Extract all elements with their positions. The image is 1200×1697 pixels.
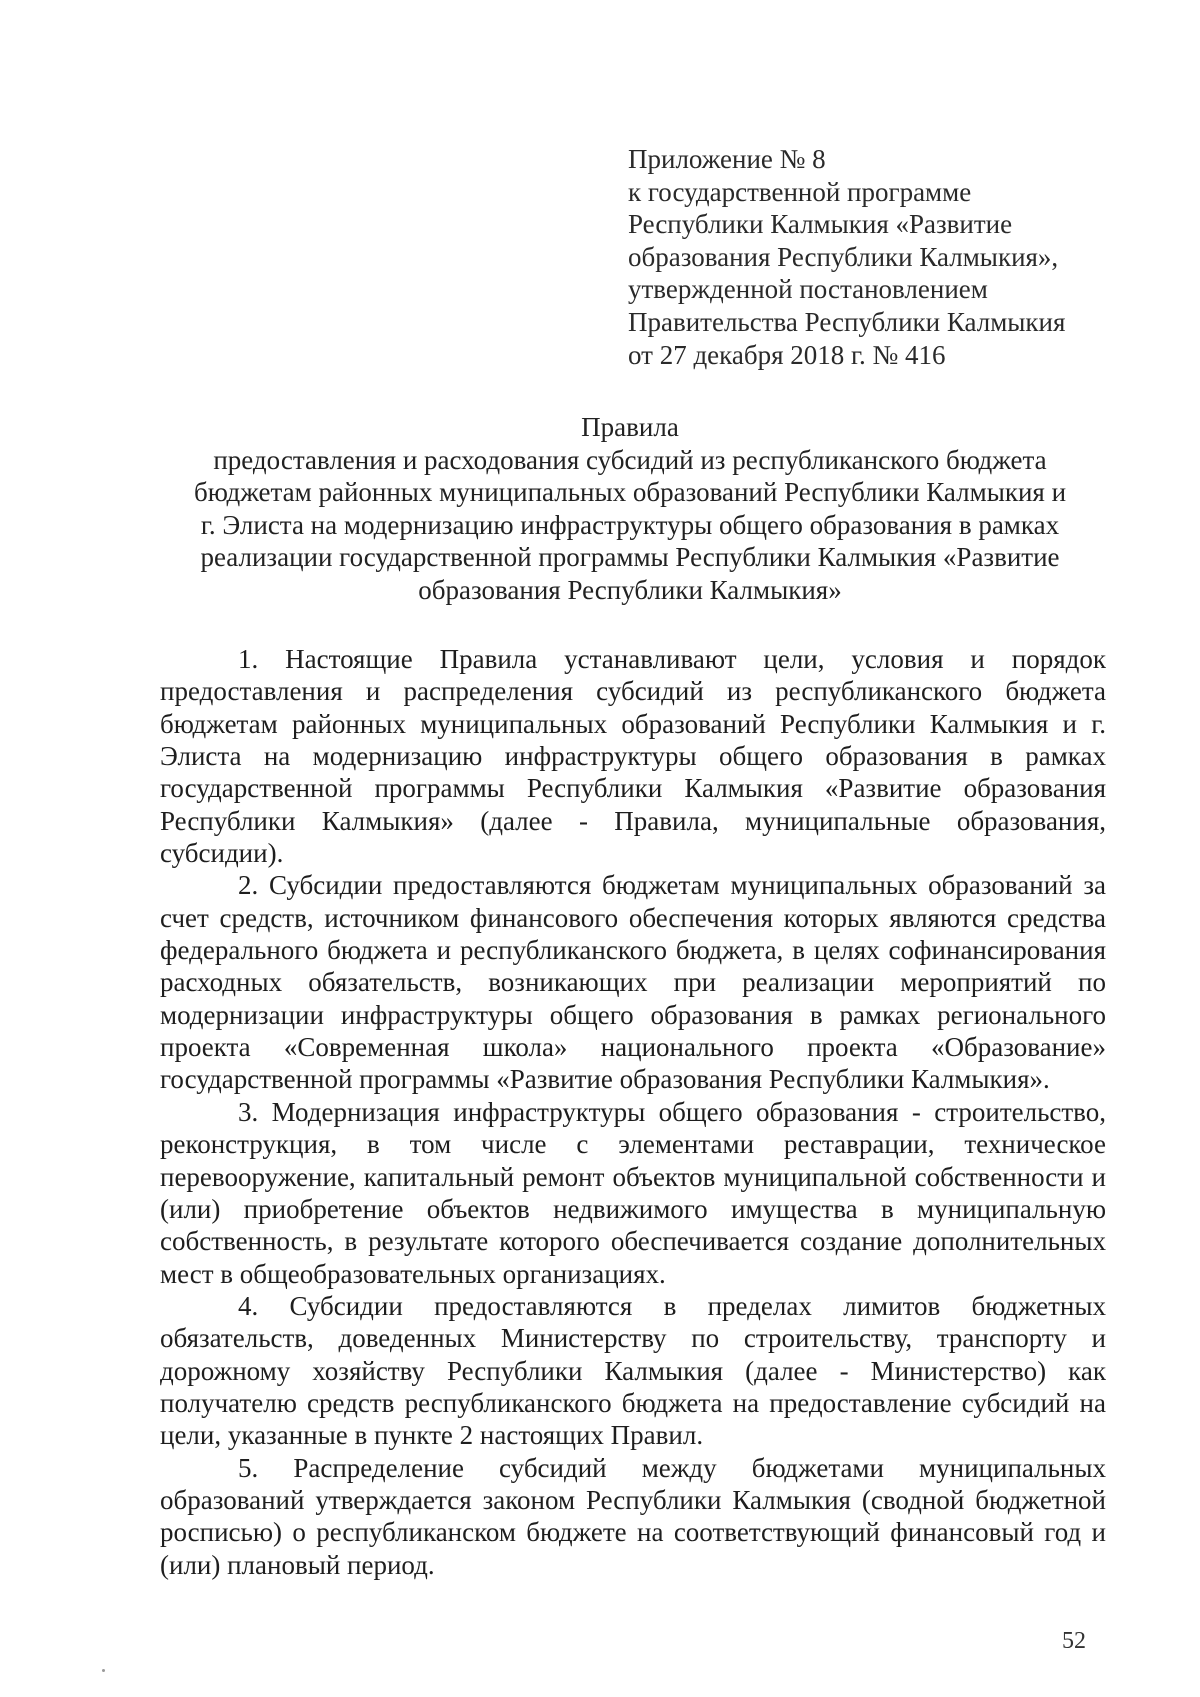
title-line: бюджетам районных муниципальных образований Республики Калмыкия и	[193, 477, 1067, 507]
appendix-line: к государственной программе	[628, 176, 972, 207]
title-line: г. Элиста на модернизацию инфраструктуры общего образования в рамках	[200, 509, 1060, 540]
title-heading: Правила	[581, 412, 679, 442]
title-line: реализации государственной программы Республики Калмыкия «Развитие	[200, 542, 1060, 572]
paragraph-3: 3. Модернизация инфраструктуры общего образования - строительство, реконструкция, в том числе с элементами реставрации, техническое перевооружение, капитальный ремонт объектов муниципальной собственности и (или) приобретение объектов недвижимого имущества в муниципальную собственность, в результате которого обеспечивается создание дополнительных мест в общеобразовательных организациях.	[160, 1096, 1106, 1289]
scan-speck	[102, 1669, 105, 1672]
title-line: предоставления и расходования субсидий из республиканского бюджета	[213, 444, 1047, 475]
paragraph-5: 5. Распределение субсидий между бюджетами муниципальных образований утверждается законом Республики Калмыкия (сводной бюджетной росписью) о республиканском бюджете на соответствующий финансовый год и (или) плановый период.	[160, 1452, 1106, 1580]
appendix-line: Правительства Республики Калмыкия	[628, 306, 1066, 337]
paragraph-1: 1. Настоящие Правила устанавливают цели, условия и порядок предоставления и распределения субсидий из республиканского бюджета бюджетам районных муниципальных образований Республики Калмыкия и г. Элиста на модернизацию инфраструктуры общего образования в рамках государственной программы Республики Калмыкия «Развитие образования Республики Калмыкия» (далее - Правила, муниципальные образования, субсидии).	[160, 644, 1106, 869]
appendix-reference-block	[628, 143, 1148, 371]
appendix-line: образования Республики Калмыкия»,	[628, 241, 1059, 272]
appendix-line: утвержденной постановлением	[628, 274, 988, 305]
appendix-line: от 27 декабря 2018 г. № 416	[628, 339, 946, 370]
paragraph-4: 4. Субсидии предоставляются в пределах лимитов бюджетных обязательств, доведенных Министерству по строительству, транспорту и дорожному хозяйству Республики Калмыкия (далее - Министерство) как получателю средств республиканского бюджета на предоставление субсидий на цели, указанные в пункте 2 настоящих Правил.	[160, 1290, 1106, 1451]
document-title	[160, 411, 1100, 606]
title-line: образования Республики Калмыкия»	[418, 574, 842, 605]
appendix-line: Приложение № 8	[628, 144, 826, 174]
page-number: 52	[1062, 1628, 1086, 1654]
paragraph-2: 2. Субсидии предоставляются бюджетам муниципальных образований за счет средств, источником финансового обеспечения которых являются средства федерального бюджета и республиканского бюджета, в целях софинансирования расходных обязательств, возникающих при реализации мероприятий по модернизации инфраструктуры общего образования в рамках регионального проекта «Современная школа» национального проекта «Образование» государственной программы «Развитие образования Республики Калмыкия».	[160, 870, 1106, 1095]
appendix-line: Республики Калмыкия «Развитие	[628, 209, 1013, 240]
document-body	[160, 643, 1106, 1581]
